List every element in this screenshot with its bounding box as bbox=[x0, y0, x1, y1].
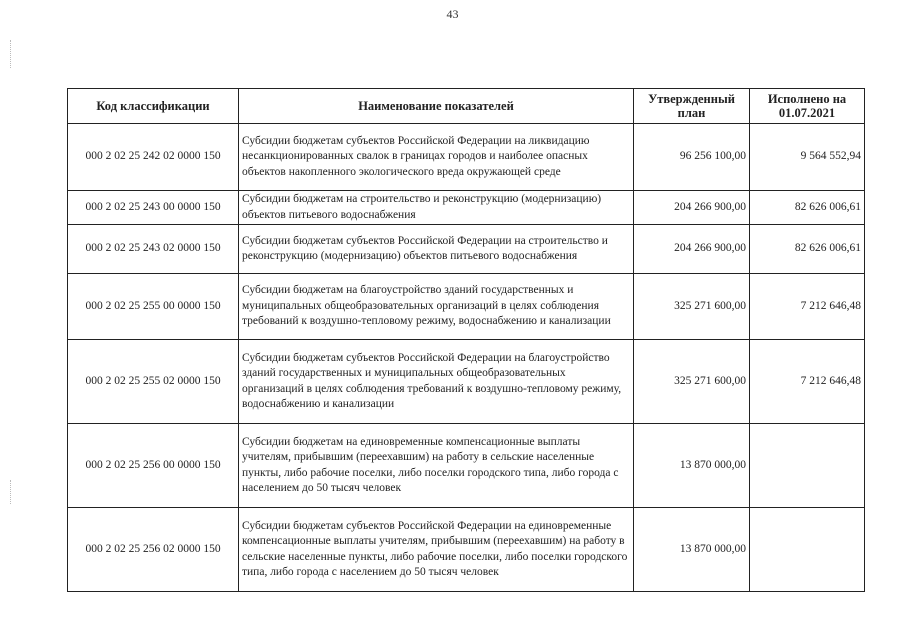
done-cell: 7 212 646,48 bbox=[750, 340, 865, 424]
plan-cell: 325 271 600,00 bbox=[634, 274, 750, 340]
name-cell: Субсидии бюджетам субъектов Российской Федерации на строительство и реконструкцию (модернизацию) объектов питьевого водоснабжения bbox=[239, 225, 634, 274]
done-cell: 7 212 646,48 bbox=[750, 274, 865, 340]
margin-mark bbox=[10, 480, 14, 504]
plan-cell: 96 256 100,00 bbox=[634, 124, 750, 191]
name-cell: Субсидии бюджетам на строительство и реконструкцию (модернизацию) объектов питьевого водоснабжения bbox=[239, 191, 634, 225]
table-row bbox=[68, 191, 865, 225]
code-cell: 000 2 02 25 243 02 0000 150 bbox=[68, 225, 239, 274]
table-row bbox=[68, 508, 865, 592]
done-cell: 82 626 006,61 bbox=[750, 191, 865, 225]
done-cell bbox=[750, 424, 865, 508]
budget-table bbox=[67, 88, 865, 592]
table-header-row bbox=[68, 89, 865, 124]
table-row bbox=[68, 225, 865, 274]
done-cell: 82 626 006,61 bbox=[750, 225, 865, 274]
plan-cell: 204 266 900,00 bbox=[634, 225, 750, 274]
name-cell: Субсидии бюджетам на благоустройство зданий государственных и муниципальных общеобразовательных организаций в целях соблюдения требований к воздушно-тепловому режиму, водоснабжению и канализации bbox=[239, 274, 634, 340]
name-cell: Субсидии бюджетам субъектов Российской Федерации на благоустройство зданий государственных и муниципальных общеобразовательных организаций в целях соблюдения требований к воздушно-тепловому режиму, водоснабжению и канализации bbox=[239, 340, 634, 424]
column-header-name: Наименование показателей bbox=[239, 89, 634, 124]
code-cell: 000 2 02 25 256 00 0000 150 bbox=[68, 424, 239, 508]
plan-cell: 13 870 000,00 bbox=[634, 424, 750, 508]
plan-cell: 13 870 000,00 bbox=[634, 508, 750, 592]
column-header-plan: Утвержденный план bbox=[634, 89, 750, 124]
code-cell: 000 2 02 25 243 00 0000 150 bbox=[68, 191, 239, 225]
plan-cell: 325 271 600,00 bbox=[634, 340, 750, 424]
table-row bbox=[68, 424, 865, 508]
margin-mark bbox=[10, 40, 14, 68]
code-cell: 000 2 02 25 242 02 0000 150 bbox=[68, 124, 239, 191]
column-header-done: Исполнено на 01.07.2021 bbox=[750, 89, 865, 124]
done-cell: 9 564 552,94 bbox=[750, 124, 865, 191]
plan-cell: 204 266 900,00 bbox=[634, 191, 750, 225]
table-row bbox=[68, 274, 865, 340]
table-row bbox=[68, 340, 865, 424]
page-number: 43 bbox=[446, 7, 459, 21]
code-cell: 000 2 02 25 255 02 0000 150 bbox=[68, 340, 239, 424]
code-cell: 000 2 02 25 256 02 0000 150 bbox=[68, 508, 239, 592]
column-header-code: Код классификации bbox=[68, 89, 239, 124]
code-cell: 000 2 02 25 255 00 0000 150 bbox=[68, 274, 239, 340]
name-cell: Субсидии бюджетам на единовременные компенсационные выплаты учителям, прибывшим (переехавшим) на работу в сельские населенные пункты, либо рабочие поселки, либо поселки городского типа, либо города с населением до 50 тысяч человек bbox=[239, 424, 634, 508]
done-cell bbox=[750, 508, 865, 592]
name-cell: Субсидии бюджетам субъектов Российской Федерации на единовременные компенсационные выплаты учителям, прибывшим (переехавшим) на работу в сельские населенные пункты, либо рабочие поселки, либо поселки городского типа, либо города с населением до 50 тысяч человек bbox=[239, 508, 634, 592]
name-cell: Субсидии бюджетам субъектов Российской Федерации на ликвидацию несанкционированных свалок в границах городов и наиболее опасных объектов накопленного экологического вреда окружающей среде bbox=[239, 124, 634, 191]
table-row bbox=[68, 124, 865, 191]
